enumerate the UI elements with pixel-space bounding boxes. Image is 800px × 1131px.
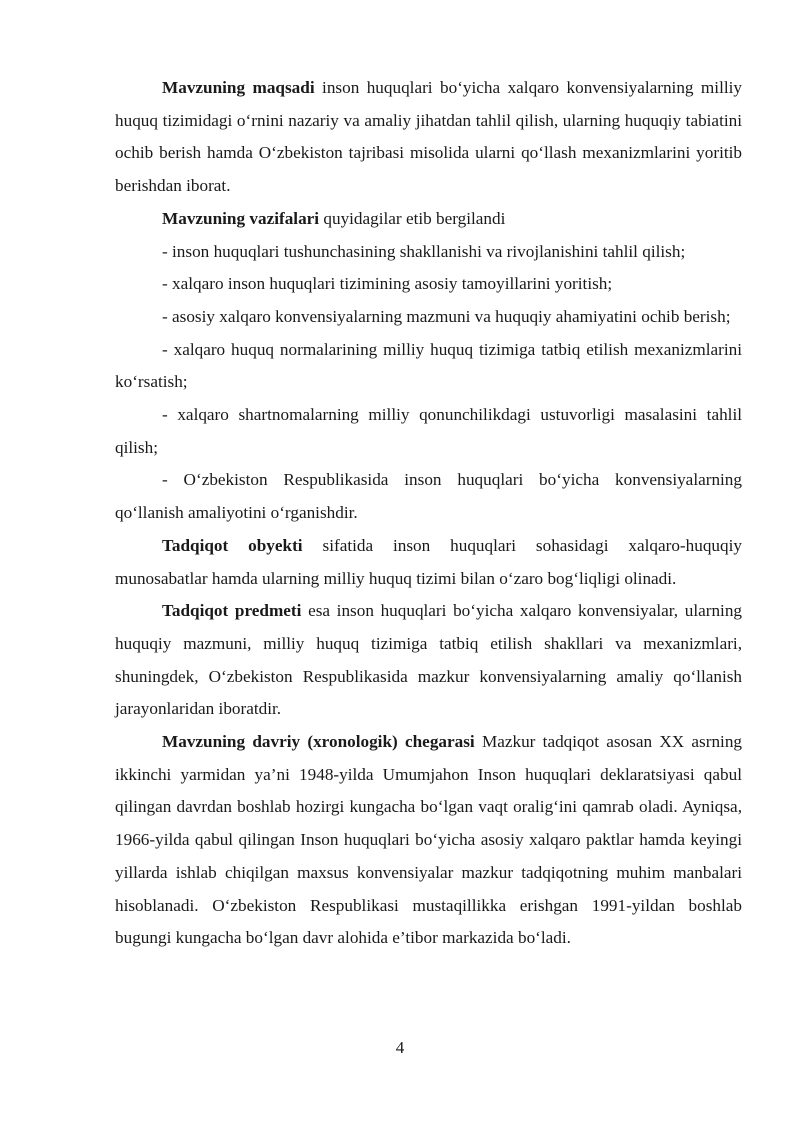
task-item: [115, 334, 742, 399]
paragraph-text: inson huquqlari bo‘yicha xalqaro konvensiyalarning milliy huquq tizimidagi o‘rnini nazariy va amaliy jihatdan tahlil qilish, ularning huquqiy tabiatini ochib berish hamda O‘zbekiston tajribasi misolida ularni qo‘llash mexanizmlarini yoritib berishdan iborat.: [115, 78, 742, 196]
paragraph-lead: Mavzuning vazifalari: [162, 208, 320, 228]
page-number: 4: [395, 1038, 405, 1057]
paragraph-text: - inson huquqlari tushunchasining shakllanishi va rivojlanishini tahlil qilish;: [162, 241, 686, 261]
paragraph-subject: [115, 595, 742, 726]
paragraph-text: - xalqaro huquq normalarining milliy huquq tizimiga tatbiq etilish mexanizmlarini ko‘rsatish;: [115, 339, 742, 392]
task-item: [115, 268, 742, 301]
paragraph-text: - O‘zbekiston Respublikasida inson huquqlari bo‘yicha konvensiyalarning qo‘llanish amaliyotini o‘rganishdir.: [115, 470, 742, 523]
paragraph-text: Mazkur tadqiqot asosan XX asrning ikkinchi yarmidan ya’ni 1948-yilda Umumjahon Inson huquqlari deklaratsiyasi qabul qilingan davrdan boshlab hozirgi kungacha bo‘lgan vaqt oralig‘ini qamrab oladi. Ayniqsa, 1966-yilda qabul qilingan Inson huquqlari bo‘yicha asosiy xalqaro paktlar hamda keyingi yillarda ishlab chiqilgan maxsus konvensiyalar mazkur tadqiqotning muhim manbalari hisoblanadi. O‘zbekiston Respublikasi mustaqillikka erishgan 1991-yildan boshlab bugungi kungacha bo‘lgan davr alohida e’tibor markazida bo‘ladi.: [115, 732, 743, 948]
paragraph-text: - xalqaro inson huquqlari tizimining asosiy tamoyillarini yoritish;: [162, 274, 613, 294]
task-item: [115, 301, 742, 334]
paragraph-tasks-intro: [115, 203, 742, 236]
paragraph-chronology: [115, 726, 742, 955]
paragraph-text: - xalqaro shartnomalarning milliy qonunchilikdagi ustuvorligi masalasini tahlil qilish;: [115, 405, 742, 457]
paragraph-object: [115, 530, 742, 595]
paragraph-lead: Tadqiqot obyekti: [162, 535, 303, 555]
paragraph-text: quyidagilar etib bergilandi: [319, 208, 506, 228]
paragraph-text: sifatida inson huquqlari sohasidagi xalqaro-huquqiy munosabatlar hamda ularning milliy huquq tizimi bilan o‘zaro bog‘liqligi olinadi.: [115, 535, 742, 588]
paragraph-goal: [115, 72, 742, 203]
task-item: [115, 399, 742, 464]
task-item: [115, 236, 742, 269]
paragraph-lead: Mavzuning davriy (xronologik) chegarasi: [162, 732, 475, 752]
paragraph-text: - asosiy xalqaro konvensiyalarning mazmuni va huquqiy ahamiyatini ochib berish;: [162, 306, 731, 326]
paragraph-lead: Mavzuning maqsadi: [162, 78, 315, 97]
paragraph-lead: Tadqiqot predmeti: [162, 601, 302, 621]
paragraph-text: esa inson huquqlari bo‘yicha xalqaro konvensiyalar, ularning huquqiy mazmuni, milliy huquq tizimiga tatbiq etilish shakllari va mexanizmlari, shuningdek, O‘zbekiston Respublikasida mazkur konvensiyalarning amaliy qo‘llanish jarayonlaridan iboratdir.: [115, 601, 743, 719]
document-body: [115, 72, 742, 955]
task-item: [115, 464, 742, 529]
